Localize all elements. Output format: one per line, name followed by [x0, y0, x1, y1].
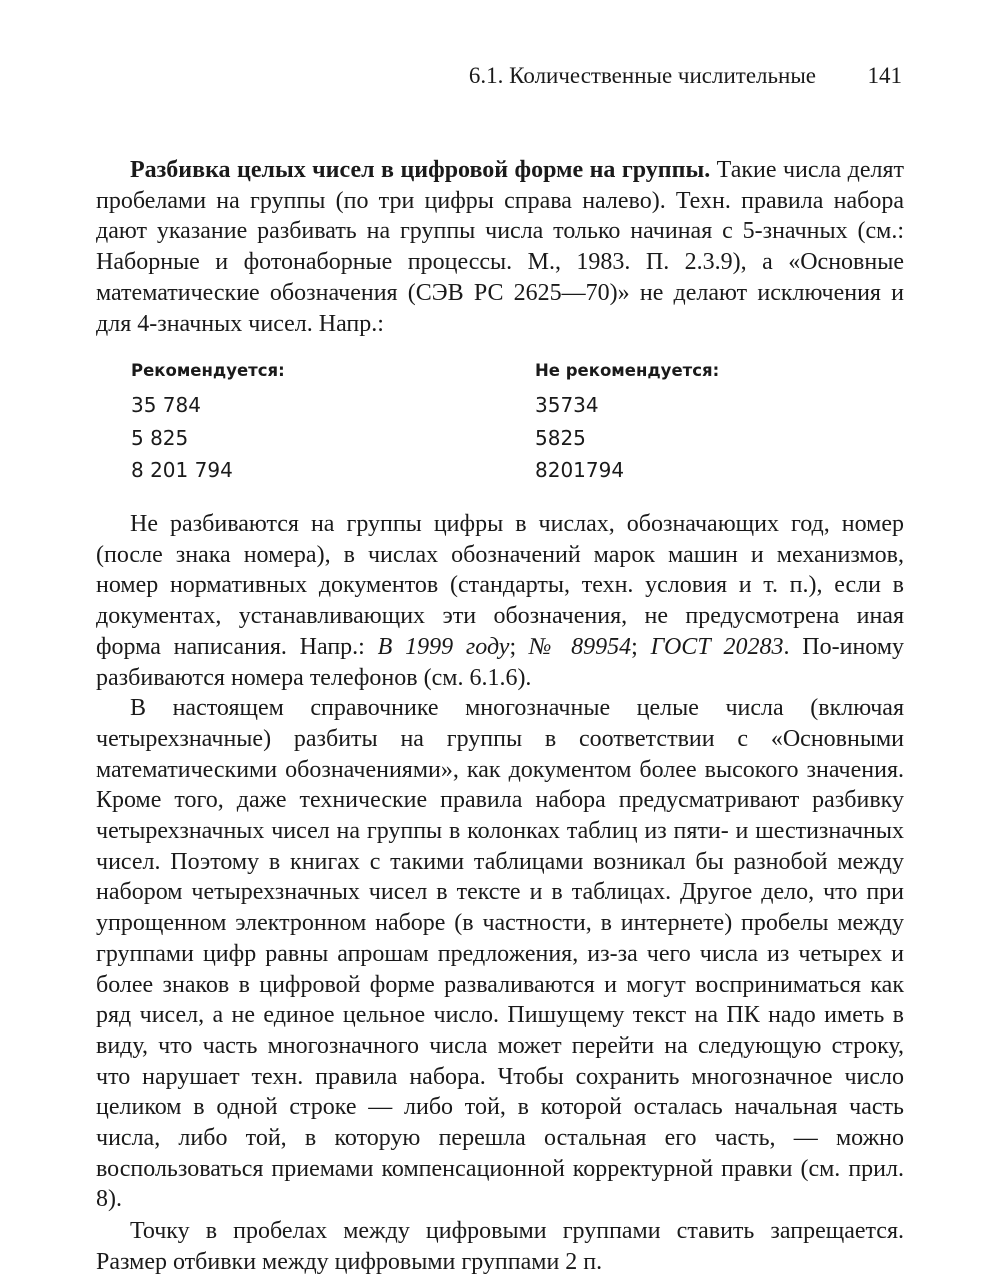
not-recommended-example: 35734 [535, 393, 599, 417]
example-year: В 1999 году [377, 633, 510, 660]
separator: ; [631, 633, 651, 660]
not-recommended-column [535, 358, 719, 487]
paragraph-handbook: В настоящем справочнике многозначные целые числа (включая четырехзначные) разбиты на группы в соответствии с «Основными математическими обозначениями», как документом более высокого значения. Кроме того, даже технические правила набора предусматривают разбивку четырехзначных чисел на группы в колонках таблиц из пяти- и шестизначных чисел. Поэтому в книгах с такими таблицами возникал бы разнобой между набором четырехзначных чисел в тексте и в таблицах. Другое дело, что при упрощенном электронном наборе (в частности, в интернете) пробелы между группами цифр равны апрошам предложения, из-за чего числа из четырех и более знаков в цифровой форме разваливаются и могут восприниматься как ряд чисел, а не единое цельное число. Пишущему текст на ПК надо иметь в виду, что часть многозначного числа может перейти на следующую строку, что нарушает техн. правила набора. Чтобы сохранить многозначное число целиком в одной строке — либо той, в которой осталась начальная часть числа, либо той, в которую перешла остальная его часть, — можно воспользоваться приемами компенсационной корректурной правки (см. прил. 8). [96, 695, 904, 1213]
body-text [96, 509, 904, 1215]
intro-paragraph [96, 155, 904, 339]
recommended-column [131, 358, 285, 487]
separator: ; [509, 633, 529, 660]
paragraph-text: Не разбиваются на группы цифры в числах, обозначающих год, номер (после знака номера), в числах обозначений марок машин и механизмов, номер нормативных документов (стандарты, техн. условия и т. п.), если в документах, устанавливающих эти обозначения, не предусмотрена иная форма написания. Напр.: [96, 511, 904, 660]
not-recommended-header: Не рекомендуется: [535, 361, 720, 380]
recommended-example: 8 201 794 [131, 458, 233, 482]
not-recommended-example: 8201794 [535, 458, 625, 482]
running-head [96, 58, 902, 94]
example-number: № 89954 [528, 633, 632, 660]
closing-text [96, 1216, 904, 1277]
not-recommended-example: 5825 [535, 425, 586, 450]
intro-bold-lead: Разбивка целых чисел в цифровой форме на группы. [130, 157, 711, 183]
examples-table [131, 358, 891, 488]
example-gost: ГОСТ 20283 [650, 633, 784, 660]
paragraph-text: . По-иному разбиваются номера телефонов (см. 6.1.6). [96, 633, 905, 691]
paragraph-exceptions [96, 509, 904, 693]
recommended-example: 5 825 [131, 425, 189, 450]
recommended-header: Рекомендуется: [131, 361, 285, 380]
recommended-example: 35 784 [131, 393, 201, 417]
paragraph-spacing: Точку в пробелах между цифровыми группами ставить запрещается. Размер отбивки между цифровыми группами 2 п. [96, 1218, 904, 1275]
page-number: 141 [867, 63, 902, 88]
section-title: 6.1. Количественные числительные [468, 63, 816, 88]
intro-text: Такие числа делят пробелами на группы (по три цифры справа налево). Техн. правила набора дают указание разбивать на группы числа только начиная с 5-значных (см.: Наборные и фотонаборные процессы. М., 1983. П. 2.3.9), а «Основные математические обозначения (СЭВ РС 2625—70)» не делают исключения и для 4-значных чисел. Напр.: [96, 157, 905, 337]
